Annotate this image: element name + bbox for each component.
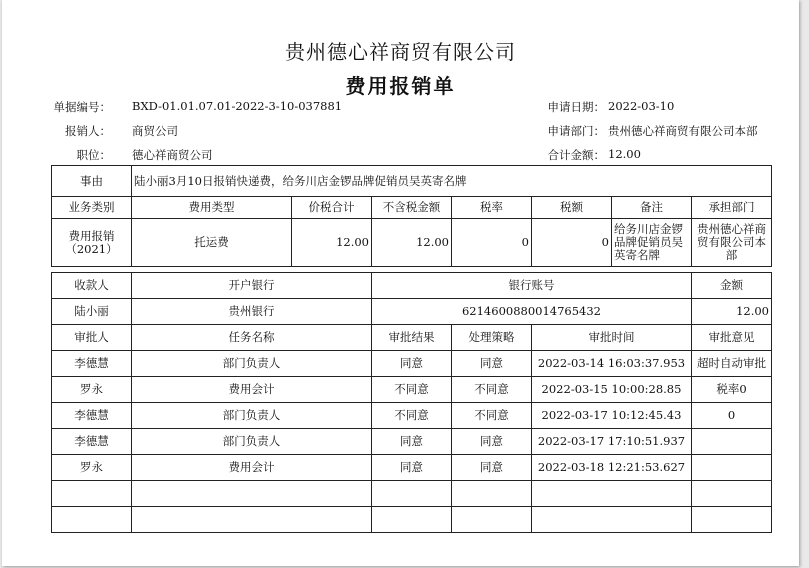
cell-total-with-tax: 12.00: [292, 219, 372, 267]
cell-expense-type: 托运费: [132, 219, 292, 267]
cell-opinion: 税率0: [692, 377, 772, 403]
empty-cell: [532, 481, 692, 507]
cell-approver: 李德慧: [52, 403, 132, 429]
empty-cell: [52, 481, 132, 507]
expense-header-row: [52, 197, 772, 219]
cell-strategy: 不同意: [452, 403, 532, 429]
col-header: 任务名称: [132, 325, 372, 351]
empty-cell: [372, 507, 452, 533]
cell-approver: 罗永: [52, 377, 132, 403]
reason-label: 事由: [52, 166, 132, 197]
col-header: 承担部门: [692, 197, 772, 219]
col-header: 审批时间: [532, 325, 692, 351]
col-header: 价税合计: [292, 197, 372, 219]
cell-opinion: [692, 429, 772, 455]
approval-header-row: [52, 325, 772, 351]
col-header: 收款人: [52, 273, 132, 299]
meta-label: 单据编号：: [53, 100, 111, 114]
cell-strategy: 同意: [452, 455, 532, 481]
cell-approver: 罗永: [52, 455, 132, 481]
cell-opinion: [692, 455, 772, 481]
meta-label: 申请部门：: [547, 124, 605, 138]
approval-row: [52, 455, 772, 481]
cell-strategy: 同意: [452, 351, 532, 377]
expense-row: [52, 219, 772, 267]
approval-row: [52, 429, 772, 455]
empty-row: [52, 481, 772, 507]
col-header: 审批意见: [692, 325, 772, 351]
cell-tax-amount: 0: [532, 219, 612, 267]
cell-time: 2022-03-14 16:03:37.953: [532, 351, 692, 377]
col-header: 业务类别: [52, 197, 132, 219]
cell-remark: 给务川店金锣品牌促销员吴英寄名牌: [612, 219, 692, 267]
col-header: 处理策略: [452, 325, 532, 351]
empty-cell: [452, 507, 532, 533]
document-title: 费用报销单: [345, 74, 456, 98]
cell-task: 部门负责人: [132, 403, 372, 429]
cell-result: 同意: [372, 455, 452, 481]
cell-approver: 李德慧: [52, 351, 132, 377]
reason-value: 陆小丽3月10日报销快递费，给务川店金锣品牌促销员吴英寄名牌: [132, 166, 772, 197]
cell-bank: 贵州银行: [132, 299, 372, 325]
reimbursement-sheet: [2, 0, 799, 566]
cell-opinion: 0: [692, 403, 772, 429]
col-header: 税率: [452, 197, 532, 219]
cell-department: 贵州德心祥商贸有限公司本部: [692, 219, 772, 267]
empty-cell: [372, 481, 452, 507]
payee-approval-table: [51, 272, 772, 533]
cell-time: 2022-03-18 12:21:53.627: [532, 455, 692, 481]
empty-cell: [452, 481, 532, 507]
payee-header-row: [52, 273, 772, 299]
meta-label: 职位：: [76, 148, 111, 162]
meta-value: 2022-03-10: [608, 99, 675, 113]
meta-value: 商贸公司: [132, 124, 178, 138]
empty-cell: [692, 481, 772, 507]
cell-time: 2022-03-15 10:00:28.85: [532, 377, 692, 403]
cell-strategy: 不同意: [452, 377, 532, 403]
cell-result: 不同意: [372, 403, 452, 429]
empty-cell: [52, 507, 132, 533]
cell-result: 同意: [372, 429, 452, 455]
meta-label: 合计金额：: [547, 148, 605, 162]
cell-time: 2022-03-17 10:12:45.43: [532, 403, 692, 429]
meta-label: 报销人：: [65, 124, 111, 138]
empty-cell: [132, 507, 372, 533]
cell-category: 费用报销（2021）: [52, 219, 132, 267]
col-header: 银行账号: [372, 273, 692, 299]
col-header: 费用类型: [132, 197, 292, 219]
meta-value: 德心祥商贸公司: [132, 148, 213, 162]
empty-cell: [692, 507, 772, 533]
cell-task: 部门负责人: [132, 351, 372, 377]
cell-task: 费用会计: [132, 455, 372, 481]
cell-result: 不同意: [372, 377, 452, 403]
approval-row: [52, 377, 772, 403]
col-header: 不含税金额: [372, 197, 452, 219]
col-header: 金额: [692, 273, 772, 299]
cell-opinion: 超时自动审批: [692, 351, 772, 377]
cell-amount-excl-tax: 12.00: [372, 219, 452, 267]
meta-label: 申请日期：: [547, 100, 605, 114]
cell-strategy: 同意: [452, 429, 532, 455]
payee-row: [52, 299, 772, 325]
approval-row: [52, 351, 772, 377]
cell-approver: 李德慧: [52, 429, 132, 455]
cell-result: 同意: [372, 351, 452, 377]
company-name: 贵州德心祥商贸有限公司: [285, 40, 516, 64]
col-header: 审批人: [52, 325, 132, 351]
cell-task: 费用会计: [132, 377, 372, 403]
empty-cell: [132, 481, 372, 507]
expense-table: [51, 165, 772, 267]
cell-task: 部门负责人: [132, 429, 372, 455]
cell-payee: 陆小丽: [52, 299, 132, 325]
meta-value: BXD-01.01.07.01-2022-3-10-037881: [132, 99, 343, 113]
meta-value: 贵州德心祥商贸有限公司本部: [608, 124, 758, 138]
empty-row: [52, 507, 772, 533]
col-header: 税额: [532, 197, 612, 219]
col-header: 开户银行: [132, 273, 372, 299]
cell-amount: 12.00: [692, 299, 772, 325]
cell-account: 6214600880014765432: [372, 299, 692, 325]
cell-time: 2022-03-17 17:10:51.937: [532, 429, 692, 455]
empty-cell: [532, 507, 692, 533]
meta-value: 12.00: [608, 147, 641, 161]
col-header: 审批结果: [372, 325, 452, 351]
approval-row: [52, 403, 772, 429]
cell-tax-rate: 0: [452, 219, 532, 267]
reason-row: [52, 166, 772, 197]
col-header: 备注: [612, 197, 692, 219]
